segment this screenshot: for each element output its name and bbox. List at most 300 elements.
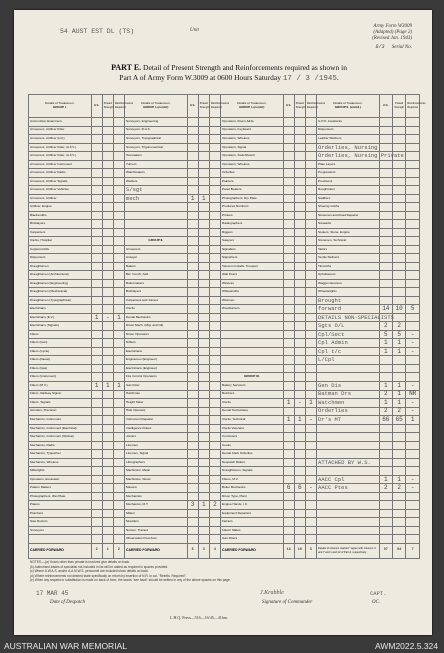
value-cell (209, 407, 220, 416)
value-cell (392, 271, 405, 280)
form-line-2: (Adapted) (Page 2) (373, 30, 412, 35)
value-cell: - (406, 330, 420, 339)
value-cell (209, 228, 220, 237)
value-cell (379, 518, 392, 527)
trade-cell: Progresslers (317, 169, 380, 178)
value-cell (294, 296, 305, 305)
value-cell (283, 237, 294, 246)
trade-cell: Drillers (125, 339, 188, 348)
trade-cell: AACC Ptes (317, 484, 380, 493)
value-cell (283, 407, 294, 416)
trade-cell: Boilermakers (125, 279, 188, 288)
value-cell (198, 322, 209, 331)
value-cell (379, 169, 392, 178)
value-cell (91, 373, 102, 382)
trade-cell: Armourers, Artificer Fitter (29, 126, 92, 135)
form-line-3: (Revised Jan. 1943) (372, 36, 412, 41)
trade-cell: Millers (125, 509, 188, 518)
value-cell: - (294, 399, 305, 408)
total-4-we: 97 (379, 544, 392, 559)
value-cell (406, 169, 420, 178)
value-cell: 6 (283, 484, 294, 493)
value-cell (294, 186, 305, 195)
value-cell (209, 245, 220, 254)
value-cell: 2 (379, 407, 392, 416)
value-cell (187, 347, 198, 356)
table-row (29, 526, 420, 535)
trade-cell: Storemen, Technical (317, 237, 380, 246)
trade-cell: Sawyers (221, 237, 284, 246)
trade-cell: Farriers (221, 518, 284, 527)
value-cell (379, 458, 392, 467)
value-cell (198, 416, 209, 425)
value-cell (198, 518, 209, 527)
value-cell (113, 152, 124, 161)
value-cell (113, 126, 124, 135)
value-cell (379, 177, 392, 186)
trade-cell: Roughriders (317, 186, 380, 195)
value-cell (198, 399, 209, 408)
value-cell: 1 (406, 416, 420, 425)
trade-cell: Electricians (E.V.) (29, 313, 92, 322)
trade-cell: Brought (317, 296, 380, 305)
value-cell (283, 467, 294, 476)
value-cell (113, 305, 124, 314)
value-cell (209, 356, 220, 365)
value-cell (305, 126, 316, 135)
value-cell (294, 169, 305, 178)
value-cell (209, 305, 220, 314)
value-cell (283, 169, 294, 178)
trade-cell (125, 228, 188, 237)
value-cell (305, 501, 316, 510)
value-cell (187, 526, 198, 535)
value-cell (198, 126, 209, 135)
value-cell (294, 279, 305, 288)
value-cell (91, 441, 102, 450)
table-row (29, 135, 420, 144)
value-cell (294, 237, 305, 246)
table-row (29, 237, 420, 246)
value-cell (113, 262, 124, 271)
value-cell: 1 (379, 399, 392, 408)
trade-cell: Signallers (221, 245, 284, 254)
value-cell (294, 390, 305, 399)
value-cell (283, 364, 294, 373)
trade-cell: Platers (29, 501, 92, 510)
trade-cell: Draughtsmen (Architectural) (29, 271, 92, 280)
value-cell (198, 143, 209, 152)
value-cell (283, 356, 294, 365)
value-cell (113, 237, 124, 246)
trade-cell: Joiners (125, 433, 188, 442)
value-cell (113, 518, 124, 527)
trade-cell (221, 330, 284, 339)
value-cell (392, 356, 405, 365)
trade-cell: Batman Drs (317, 390, 380, 399)
table-row (29, 322, 420, 331)
trade-cell: Panel Beaters (221, 186, 284, 195)
value-cell (283, 160, 294, 169)
value-cell (294, 433, 305, 442)
value-cell (406, 186, 420, 195)
value-cell (406, 152, 420, 161)
value-cell (294, 305, 305, 314)
value-cell (102, 322, 113, 331)
value-cell (187, 305, 198, 314)
value-cell (392, 467, 405, 476)
value-cell (379, 237, 392, 246)
value-cell (187, 330, 198, 339)
trade-cell: Orderlies (221, 169, 284, 178)
value-cell (187, 339, 198, 348)
value-cell (198, 381, 209, 390)
table-row (29, 118, 420, 127)
value-cell (91, 526, 102, 535)
trade-cell: Tinsmiths (317, 262, 380, 271)
value-cell (294, 135, 305, 144)
value-cell (283, 220, 294, 229)
value-cell (379, 501, 392, 510)
value-cell (187, 220, 198, 229)
trade-cell: Artificer, Engine (29, 203, 92, 212)
value-cell: 1 (392, 347, 405, 356)
value-cell (198, 330, 209, 339)
value-cell (102, 169, 113, 178)
table-row (29, 450, 420, 459)
value-cell: - (305, 484, 316, 493)
value-cell: 1 (91, 313, 102, 322)
value-cell (198, 296, 209, 305)
value-cell (113, 526, 124, 535)
value-cell (187, 492, 198, 501)
value-cell (305, 211, 316, 220)
value-cell (283, 509, 294, 518)
value-cell (198, 390, 209, 399)
value-cell (102, 203, 113, 212)
trade-cell: Observation Post Asst. (125, 535, 188, 544)
value-cell (102, 288, 113, 297)
value-cell (102, 118, 113, 127)
value-cell (305, 288, 316, 297)
value-cell: - (406, 381, 420, 390)
value-cell (102, 407, 113, 416)
value-cell (187, 322, 198, 331)
value-cell (294, 492, 305, 501)
note-line: (e) When any request or substitution is made on back of form, the words "see back" should be written in any of the above spaces on this page. (30, 578, 231, 582)
value-cell: 1 (91, 381, 102, 390)
trade-cell: Saw Doctors (29, 518, 92, 527)
value-cell (91, 450, 102, 459)
trade-cell: Dental Mechanics (125, 313, 188, 322)
value-cell (91, 279, 102, 288)
table-row (29, 458, 420, 467)
value-cell (198, 254, 209, 263)
value-cell (209, 135, 220, 144)
trade-cell: Dr's MT (317, 416, 380, 425)
value-cell (283, 390, 294, 399)
table-row (29, 433, 420, 442)
col-req-3: Reinforcements Required (305, 95, 316, 118)
trade-cell: Surveyors (29, 526, 92, 535)
value-cell (283, 441, 294, 450)
value-cell (91, 152, 102, 161)
value-cell (294, 458, 305, 467)
trade-cell: Draughtsmen, Signals (221, 467, 284, 476)
value-cell (406, 509, 420, 518)
table-row (29, 390, 420, 399)
value-cell (209, 416, 220, 425)
value-cell (283, 211, 294, 220)
value-cell (198, 186, 209, 195)
form-line-1: Army Form W3009 (373, 24, 412, 29)
value-cell (91, 330, 102, 339)
value-cell (198, 458, 209, 467)
value-cell (102, 305, 113, 314)
table-row (29, 509, 420, 518)
value-cell (294, 441, 305, 450)
value-cell (283, 373, 294, 382)
trade-cell: Pattern Makers (29, 484, 92, 493)
value-cell (379, 441, 392, 450)
value-cell (198, 228, 209, 237)
value-cell (294, 245, 305, 254)
trade-cell: mech (125, 194, 188, 203)
trade-cell: Saddlers (317, 194, 380, 203)
value-cell (187, 399, 198, 408)
value-cell (209, 381, 220, 390)
value-cell (187, 254, 198, 263)
value-cell (294, 313, 305, 322)
value-cell (305, 322, 316, 331)
value-cell (102, 220, 113, 229)
trade-cell: Operators, Signal (221, 143, 284, 152)
value-cell: - (305, 416, 316, 425)
value-cell (187, 433, 198, 442)
value-cell (198, 160, 209, 169)
value-cell (113, 501, 124, 510)
table-row (29, 279, 420, 288)
value-cell (187, 424, 198, 433)
value-cell (305, 186, 316, 195)
table-row (29, 399, 420, 408)
value-cell (91, 339, 102, 348)
value-cell (209, 118, 220, 127)
value-cell (209, 390, 220, 399)
value-cell (113, 484, 124, 493)
value-cell (102, 296, 113, 305)
trade-cell: Hide Operator (125, 407, 188, 416)
value-cell (187, 262, 198, 271)
value-cell (102, 390, 113, 399)
value-cell (198, 535, 209, 544)
value-cell (113, 339, 124, 348)
table-row (29, 313, 420, 322)
value-cell (91, 467, 102, 476)
value-cell (294, 152, 305, 161)
value-cell (392, 245, 405, 254)
value-cell (102, 501, 113, 510)
value-cell (379, 424, 392, 433)
trade-cell: Mechanics, Radio (29, 441, 92, 450)
value-cell (113, 186, 124, 195)
value-cell (305, 492, 316, 501)
value-cell (113, 475, 124, 484)
value-cell (406, 535, 420, 544)
value-cell (406, 177, 420, 186)
value-cell: 1 (392, 381, 405, 390)
value-cell (91, 484, 102, 493)
value-cell (187, 390, 198, 399)
trade-cell: Fitters, M.V. (221, 475, 284, 484)
trade-cell: Wiremen (221, 296, 284, 305)
value-cell (187, 271, 198, 280)
value-cell (294, 254, 305, 263)
value-cell (102, 271, 113, 280)
value-cell (379, 262, 392, 271)
value-cell (392, 288, 405, 297)
value-cell (187, 475, 198, 484)
value-cell (305, 271, 316, 280)
trade-cell (317, 441, 380, 450)
form-title (34, 63, 424, 84)
trade-cell: Dispensers (29, 254, 92, 263)
trade-cell: Stewards (317, 220, 380, 229)
table-row (29, 194, 420, 203)
trade-cell: Bakers (125, 262, 188, 271)
trade-cell: Despatch Riders (221, 458, 284, 467)
trade-cell: Linemen (125, 441, 188, 450)
table-row (29, 220, 420, 229)
value-cell (91, 399, 102, 408)
value-cell (198, 347, 209, 356)
value-cell (102, 458, 113, 467)
value-cell (113, 416, 124, 425)
value-cell (283, 296, 294, 305)
part-label: PART E. (111, 63, 142, 72)
value-cell (294, 501, 305, 510)
value-cell (379, 194, 392, 203)
value-cell: 5 (379, 330, 392, 339)
title-line-2: Part A of Army Form W.3009 at 0600 Hours Saturday (119, 73, 281, 82)
value-cell (113, 322, 124, 331)
value-cell (198, 305, 209, 314)
value-cell (113, 330, 124, 339)
value-cell (305, 364, 316, 373)
table-row (29, 254, 420, 263)
value-cell (305, 262, 316, 271)
value-cell (91, 296, 102, 305)
title-line-1: Detail of Present Strength and Reinforcements required as shown in (143, 63, 347, 72)
value-cell (392, 509, 405, 518)
value-cell (392, 501, 405, 510)
value-cell (406, 237, 420, 246)
value-cell (379, 186, 392, 195)
value-cell (209, 364, 220, 373)
value-cell (198, 237, 209, 246)
trade-cell: Surveyors, Trigonometrical (125, 143, 188, 152)
value-cell (209, 492, 220, 501)
value-cell (283, 322, 294, 331)
value-cell (91, 416, 102, 425)
trade-cell: Riggers (221, 228, 284, 237)
value-cell: 1 (283, 416, 294, 425)
trade-cell: Fitters (29, 330, 92, 339)
trade-cell (317, 509, 380, 518)
value-cell (305, 407, 316, 416)
value-cell: 1 (379, 347, 392, 356)
total-3-present: 10 (294, 544, 305, 559)
trade-cell: Plate Layers (317, 160, 380, 169)
value-cell (198, 526, 209, 535)
value-cell (91, 203, 102, 212)
value-cell (294, 211, 305, 220)
value-cell (209, 237, 220, 246)
value-cell (113, 441, 124, 450)
value-cell (392, 492, 405, 501)
form-number (372, 24, 412, 42)
value-cell (294, 220, 305, 229)
value-cell (187, 356, 198, 365)
col-we-2: W.E. (187, 95, 198, 118)
value-cell (379, 126, 392, 135)
trade-cell: S/sgt (125, 186, 188, 195)
value-cell: 2 (209, 501, 220, 510)
value-cell (392, 186, 405, 195)
trade-cell: L/Cpl (317, 356, 380, 365)
value-cell (91, 254, 102, 263)
carried-forward-row (29, 544, 420, 559)
value-cell (91, 271, 102, 280)
value-cell (379, 450, 392, 459)
value-cell (209, 347, 220, 356)
value-cell (209, 203, 220, 212)
value-cell (305, 347, 316, 356)
serial-label: Serial No. (391, 45, 412, 50)
note-line: NOTES.—(a) If rank other than private is involved give details on back. (30, 560, 130, 564)
value-cell (209, 254, 220, 263)
table-row (29, 245, 420, 254)
value-cell (209, 339, 220, 348)
trade-cell: Fitters' Mates (221, 526, 284, 535)
value-cell: 6 (294, 484, 305, 493)
value-cell (379, 356, 392, 365)
trade-cell: Gen Dis (317, 381, 380, 390)
value-cell (102, 194, 113, 203)
value-cell (198, 467, 209, 476)
value-cell (91, 347, 102, 356)
value-cell (198, 441, 209, 450)
value-cell (209, 450, 220, 459)
value-cell (379, 135, 392, 144)
trade-cell: Mechanics, Instrument (29, 416, 92, 425)
value-cell (305, 245, 316, 254)
table-row (29, 126, 420, 135)
value-cell (379, 296, 392, 305)
value-cell (406, 424, 420, 433)
value-cell (102, 424, 113, 433)
value-cell (294, 356, 305, 365)
value-cell (91, 518, 102, 527)
value-cell (91, 535, 102, 544)
value-cell (294, 526, 305, 535)
value-cell: 1 (187, 194, 198, 203)
value-cell (283, 288, 294, 297)
trade-cell: Welders (125, 177, 188, 186)
trade-cell (221, 356, 284, 365)
value-cell (392, 313, 405, 322)
trade-cell: Driver Operators (125, 330, 188, 339)
